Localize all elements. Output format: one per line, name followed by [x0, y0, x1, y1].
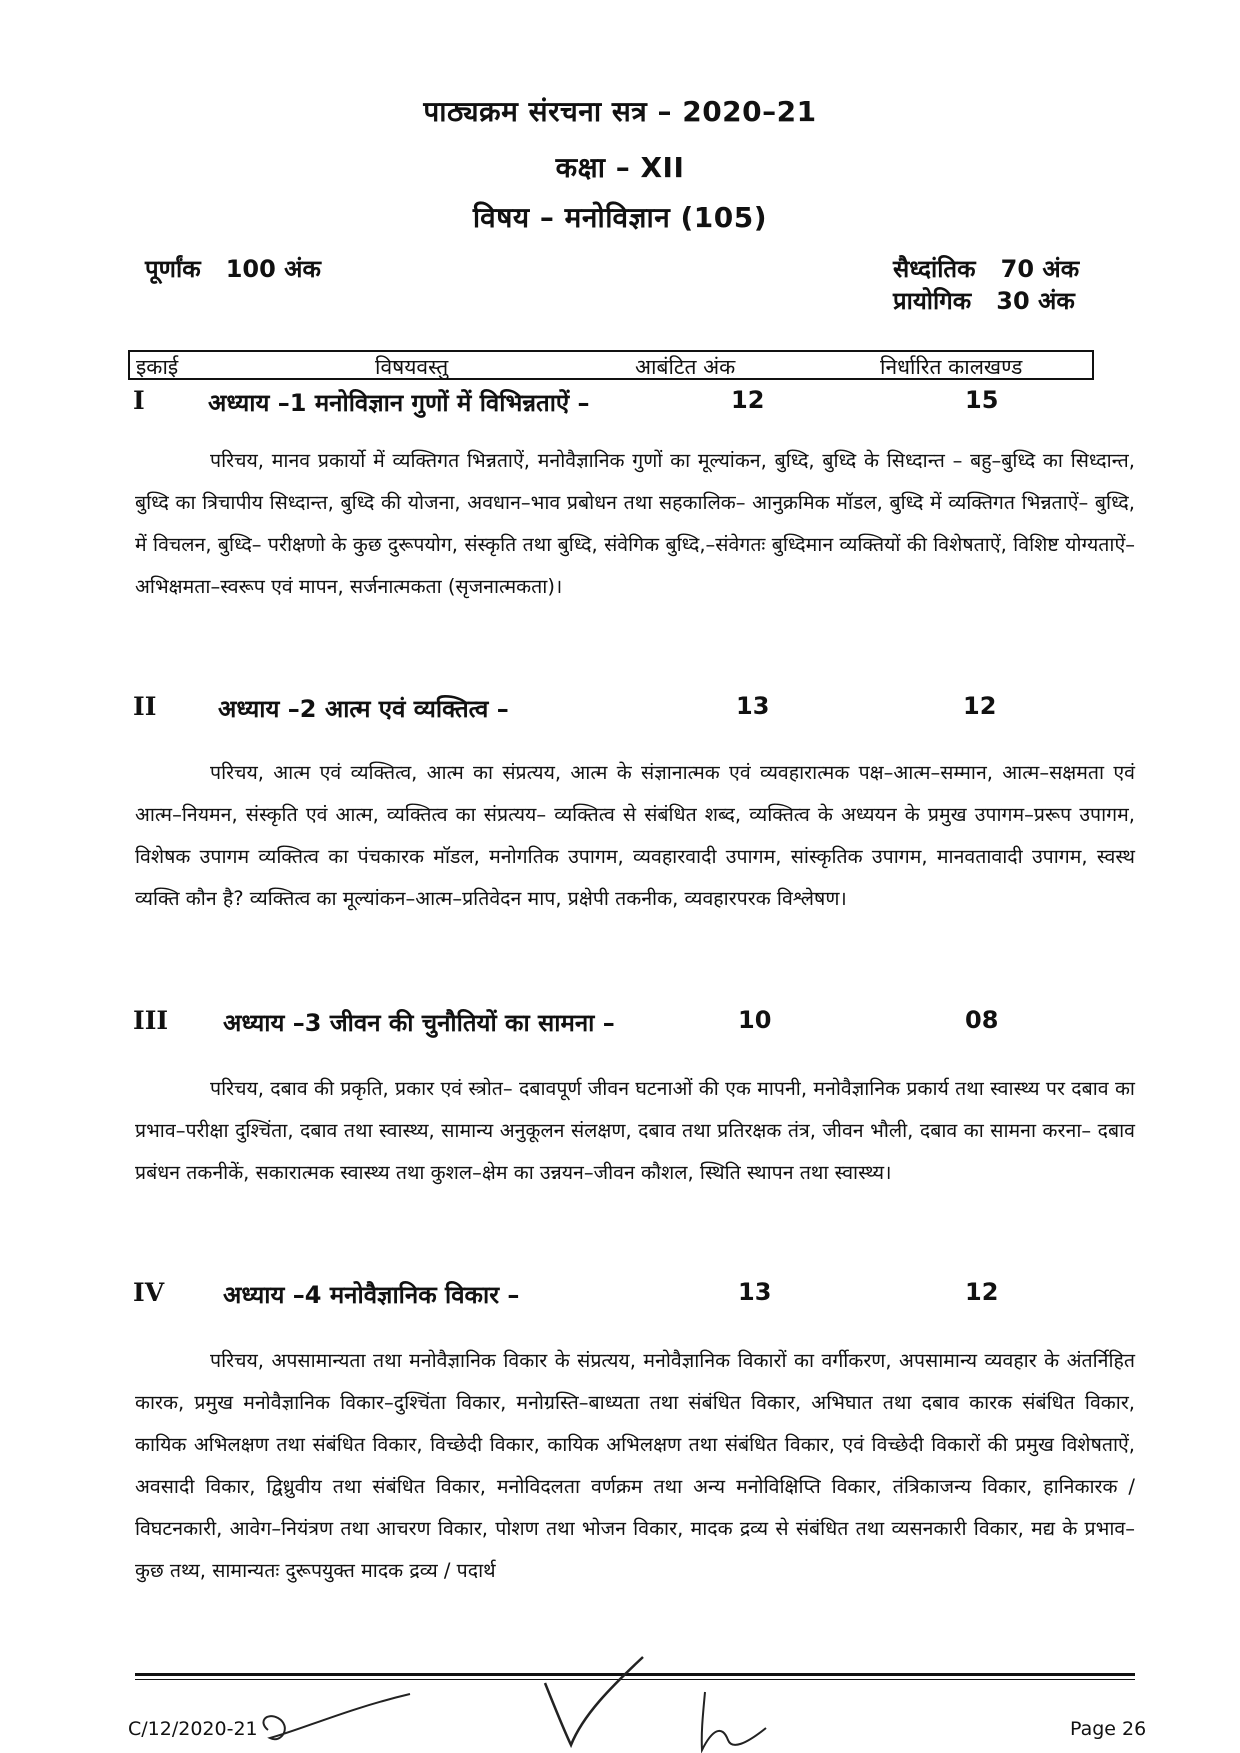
unit-number: IV [133, 1278, 165, 1307]
unit-periods: 15 [965, 386, 999, 414]
chapter-title: अध्याय –4 मनोवैज्ञानिक विकार – [223, 1281, 520, 1309]
document-code: C/12/2020-21 [128, 1718, 258, 1740]
unit-number: I [133, 386, 145, 415]
total-marks-label: पूर्णांक [145, 255, 201, 283]
theory-marks-value: 70 अंक [1000, 255, 1080, 283]
header-content: विषयवस्तु [375, 355, 449, 379]
header-marks: आबंटित अंक [635, 355, 736, 379]
chapter-title: अध्याय –1 मनोविज्ञान गुणों में विभिन्नताऐं – [208, 389, 590, 417]
chapter-title: अध्याय –3 जीवन की चुनौतियों का सामना – [223, 1009, 615, 1037]
class-title: कक्षा – XII [555, 151, 685, 184]
unit-content: परिचय, दबाव की प्रकृति, प्रकार एवं स्त्रोत– दबावपूर्ण जीवन घटनाओं की एक मापनी, मनोवैज्ञानिक प्रकार्य तथा स्वास्थ्य पर दबाव का प्रभाव–परीक्षा दुश्चिंता, दबाव तथा स्वास्थ्य, सामान्य अनुकूलन संलक्षण, दबाव तथा प्रतिरक्षक तंत्र, जीवन भौली, दबाव का सामना करना– दबाव प्रबंधन तकनीकें, सकारात्मक स्वास्थ्य तथा कुशल–क्षेम का उन्नयन–जीवन कौशल, स्थिति स्थापन तथा स्वास्थ्य। [135, 1077, 1135, 1184]
unit-content: परिचय, आत्म एवं व्यक्तित्व, आत्म का संप्रत्यय, आत्म के संज्ञानात्मक एवं व्यवहारात्मक पक्ष–आत्म–सम्मान, आत्म–सक्षमता एवं आत्म–नियमन, संस्कृति एवं आत्म, व्यक्तित्व का संप्रत्यय– व्यक्तित्व से संबंधित शब्द, व्यक्तित्व के अध्ययन के प्रमुख उपागम–प्ररूप उपागम, विशेषक उपागम व्यक्तित्व का पंचकारक मॉडल, मनोगतिक उपागम, व्यवहारवादी उपागम, सांस्कृतिक उपागम, मानवतावादी उपागम, स्वस्थ व्यक्ति कौन है? व्यक्तित्व का मूल्यांकन–आत्म–प्रतिवेदन माप, प्रक्षेपी तकनीक, व्यवहारपरक विश्लेषण। [135, 761, 1135, 910]
unit-content: परिचय, मानव प्रकार्यो में व्यक्तिगत भिन्नताऐं, मनोवैज्ञानिक गुणों का मूल्यांकन, बुध्दि, बुध्दि के सिध्दान्त – बहु–बुध्दि का सिध्दान्त, बुध्दि का त्रिचापीय सिध्दान्त, बुध्दि की योजना, अवधान–भाव प्रबोधन तथा सहकालिक– आनुक्रमिक मॉडल, बुध्दि में व्यक्तिगत भिन्नताऐं– बुध्दि, में विचलन, बुध्दि– परीक्षणो के कुछ दुरूपयोग, संस्कृति तथा बुध्दि, संवेगिक बुध्दि,–संवेगतः बुध्दिमान व्यक्तियों की विशेषताऐं, विशिष्ट योग्यताऐं–अभिक्षमता–स्वरूप एवं मापन, सर्जनात्मकता (सृजनात्मकता)। [135, 449, 1135, 598]
theory-marks-label: सैध्दांतिक [893, 255, 976, 283]
unit-marks: 13 [738, 1278, 772, 1306]
unit-periods: 12 [965, 1278, 999, 1306]
practical-marks-label: प्रायोगिक [893, 287, 972, 315]
chapter-title: अध्याय –2 आत्म एवं व्यक्तित्व – [218, 695, 509, 723]
unit-marks: 12 [731, 386, 765, 414]
practical-marks-value: 30 अंक [996, 287, 1075, 315]
unit-marks: 10 [738, 1006, 772, 1034]
page-number: Page 26 [1070, 1718, 1147, 1740]
unit-periods: 12 [963, 692, 997, 720]
total-marks-value: 100 अंक [225, 255, 321, 283]
syllabus-title: पाठ्यक्रम संरचना सत्र – 2020–21 [423, 95, 817, 128]
unit-marks: 13 [736, 692, 770, 720]
unit-number: II [133, 692, 157, 721]
header-unit: इकाई [136, 355, 179, 379]
header-periods: निर्धारित कालखण्ड [880, 355, 1023, 379]
subject-title: विषय – मनोविज्ञान (105) [472, 201, 768, 234]
unit-number: III [133, 1006, 169, 1035]
unit-content: परिचय, अपसामान्यता तथा मनोवैज्ञानिक विकार के संप्रत्यय, मनोवैज्ञानिक विकारों का वर्गीकरण, अपसामान्य व्यवहार के अंतर्निहित कारक, प्रमुख मनोवैज्ञानिक विकार–दुश्चिंता विकार, मनोग्रस्ति–बाध्यता तथा संबंधित विकार, अभिघात तथा दबाव कारक संबंधित विकार, कायिक अभिलक्षण तथा संबंधित विकार, विच्छेदी विकार, कायिक अभिलक्षण तथा संबंधित विकार, एवं विच्छेदी विकारों की प्रमुख विशेषताऐं, अवसादी विकार, द्विध्रुवीय तथा संबंधित विकार, मनोविदलता वर्णक्रम तथा अन्य मनोविक्षिप्ति विकार, तंत्रिकाजन्य विकार, हानिकारक / विघटनकारी, आवेग–नियंत्रण तथा आचरण विकार, पोशण तथा भोजन विकार, मादक द्रव्य से संबंधित तथा व्यसनकारी विकार, मद्य के प्रभाव–कुछ तथ्य, सामान्यतः दुरूपयुक्त मादक द्रव्य / पदार्थ [135, 1349, 1135, 1582]
unit-periods: 08 [965, 1006, 999, 1034]
